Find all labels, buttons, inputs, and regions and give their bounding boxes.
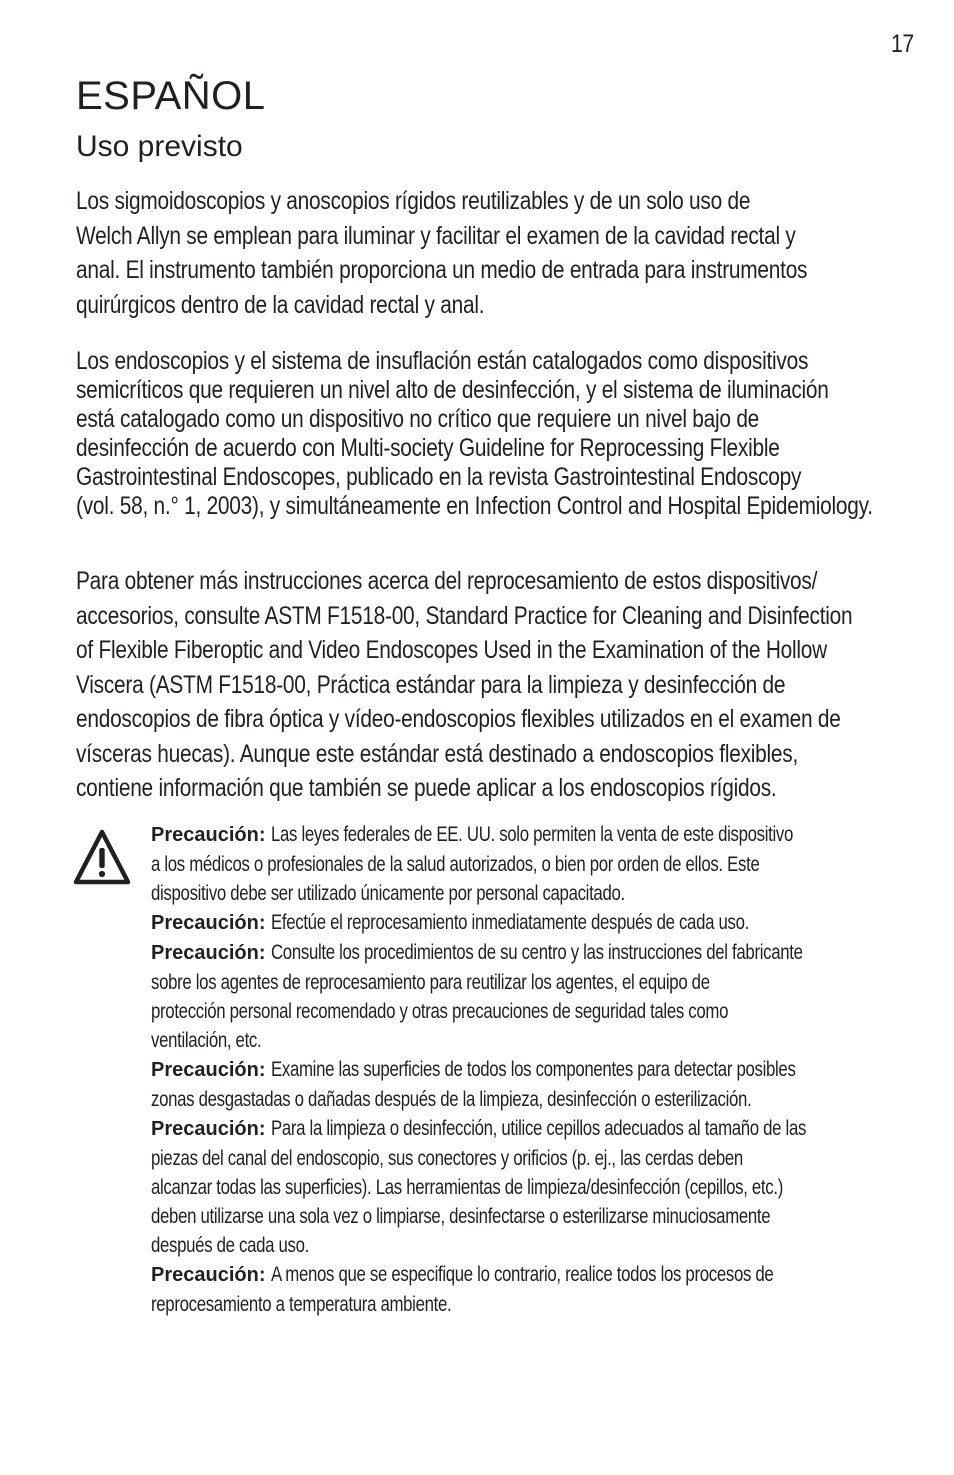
cautions-list bbox=[151, 820, 954, 1319]
paragraph-line: quirúrgicos dentro de la cavidad rectal y anal. bbox=[76, 290, 485, 319]
caution-label: Precaución: bbox=[151, 942, 266, 964]
caution-text: zonas desgastadas o dañadas después de la limpieza, desinfección o esterilización. bbox=[151, 1088, 752, 1111]
paragraph-line: vísceras huecas). Aunque este estándar está destinado a endoscopios flexibles, bbox=[76, 739, 799, 768]
paragraph-line: está catalogado como un dispositivo no crítico que requiere un nivel bajo de bbox=[76, 405, 760, 433]
paragraph-line: endoscopios de fibra óptica y vídeo-endoscopios flexibles utilizados en el examen de bbox=[76, 705, 841, 733]
caution-label: Precaución: bbox=[151, 824, 266, 846]
caution-label: Precaución: bbox=[151, 912, 266, 934]
paragraph-line: of Flexible Fiberoptic and Video Endoscopes Used in the Examination of the Hollow bbox=[76, 636, 827, 664]
caution-line bbox=[151, 1144, 954, 1173]
paragraph-line: Gastrointestinal Endoscopes, publicado en la revista Gastrointestinal Endoscopy bbox=[76, 463, 802, 491]
caution-label: Precaución: bbox=[151, 1264, 266, 1286]
caution-item bbox=[151, 908, 954, 938]
caution-text: Para la limpieza o desinfección, utilice cepillos adecuados al tamaño de las bbox=[271, 1117, 807, 1140]
caution-text: reprocesamiento a temperatura ambiente. bbox=[151, 1293, 452, 1316]
caution-text: Examine las superficies de todos los componentes para detectar posibles bbox=[271, 1058, 796, 1081]
caution-text: dispositivo debe ser utilizado únicamente por personal capacitado. bbox=[151, 882, 625, 905]
paragraph-line: contiene información que también se puede aplicar a los endoscopios rígidos. bbox=[76, 774, 777, 802]
caution-text: Las leyes federales de EE. UU. solo permiten la venta de este dispositivo bbox=[271, 823, 794, 846]
paragraph-line: anal. El instrumento también proporciona un medio de entrada para instrumentos bbox=[76, 256, 808, 284]
paragraph-line: semicríticos que requieren un nivel alto de desinfección, y el sistema de iluminación bbox=[76, 376, 829, 404]
paragraph-line: Para obtener más instrucciones acerca del reprocesamiento de estos dispositivos/ bbox=[76, 567, 818, 595]
caution-line bbox=[151, 1026, 954, 1055]
caution-label: Precaución: bbox=[151, 1059, 266, 1081]
paragraph-line: Viscera (ASTM F1518-00, Práctica estándar para la limpieza y desinfección de bbox=[76, 670, 786, 699]
caution-text: alcanzar todas las superficies). Las herramientas de limpieza/desinfección (cepillos, etc.) bbox=[151, 1176, 783, 1199]
caution-text: sobre los agentes de reprocesamiento para reutilizar los agentes, el equipo de bbox=[151, 971, 710, 994]
caution-item bbox=[151, 1114, 954, 1144]
caution-text: deben utilizarse una sola vez o limpiarse, desinfectarse o esterilizarse minuciosamente bbox=[151, 1205, 771, 1228]
paragraph-line: accesorios, consulte ASTM F1518-00, Standard Practice for Cleaning and Disinfection bbox=[76, 601, 853, 630]
caution-line bbox=[151, 1173, 954, 1202]
caution-text: ventilación, etc. bbox=[151, 1029, 262, 1052]
paragraph-line: Los endoscopios y el sistema de insuflación están catalogados como dispositivos bbox=[76, 347, 809, 375]
caution-line bbox=[151, 850, 954, 879]
caution-text: protección personal recomendado y otras precauciones de seguridad tales como bbox=[151, 1000, 729, 1023]
classification-paragraph bbox=[76, 347, 911, 521]
caution-item bbox=[151, 1260, 954, 1290]
caution-item bbox=[151, 938, 954, 968]
caution-line bbox=[151, 1085, 954, 1114]
paragraph-line: desinfección de acuerdo con Multi-society Guideline for Reprocessing Flexible bbox=[76, 434, 780, 462]
page-title: ESPAÑOL bbox=[76, 74, 266, 118]
caution-text: Efectúe el reprocesamiento inmediatamente después de cada uso. bbox=[271, 911, 750, 934]
caution-line bbox=[151, 1290, 954, 1319]
caution-text: después de cada uso. bbox=[151, 1234, 309, 1257]
paragraph-line: Welch Allyn se emplean para iluminar y facilitar el examen de la cavidad rectal y bbox=[76, 221, 796, 250]
paragraph-line: (vol. 58, n.° 1, 2003), y simultáneamente en Infection Control and Hospital Epidemiology. bbox=[76, 492, 873, 520]
caution-text: piezas del canal del endoscopio, sus conectores y orificios (p. ej., las cerdas deben bbox=[151, 1147, 743, 1170]
caution-line bbox=[151, 968, 954, 997]
page-number: 17 bbox=[891, 30, 914, 58]
caution-line bbox=[151, 997, 954, 1026]
caution-text: a los médicos o profesionales de la salud autorizados, o bien por orden de ellos. Este bbox=[151, 853, 760, 876]
caution-line bbox=[151, 879, 954, 908]
caution-item bbox=[151, 1055, 954, 1085]
caution-text: Consulte los procedimientos de su centro y las instrucciones del fabricante bbox=[271, 941, 803, 964]
caution-line bbox=[151, 1202, 954, 1231]
intended-use-paragraph bbox=[76, 184, 911, 322]
caution-text: A menos que se especifique lo contrario, realice todos los procesos de bbox=[271, 1263, 774, 1286]
section-heading: Uso previsto bbox=[76, 130, 243, 163]
caution-item bbox=[151, 820, 954, 850]
warning-triangle-icon bbox=[73, 828, 131, 888]
paragraph-line: Los sigmoidoscopios y anoscopios rígidos reutilizables y de un solo uso de bbox=[76, 187, 751, 215]
caution-label: Precaución: bbox=[151, 1118, 266, 1140]
reprocessing-paragraph bbox=[76, 564, 911, 806]
caution-line bbox=[151, 1231, 954, 1260]
